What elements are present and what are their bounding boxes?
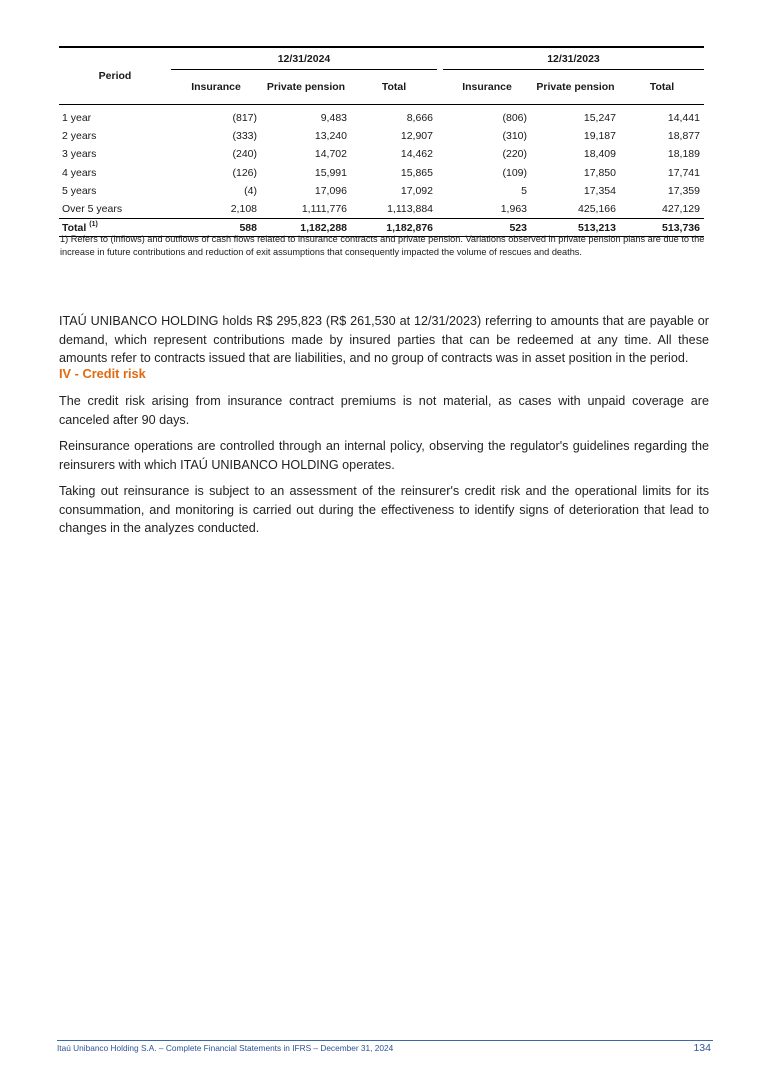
cell: 19,187: [583, 130, 616, 143]
footer-text: Itaú Unibanco Holding S.A. – Complete Financial Statements in IFRS – December 31, 2024: [57, 1043, 394, 1053]
cell: 1,111,776: [301, 203, 347, 216]
cell: 425,166: [578, 203, 616, 216]
cell: 14,702: [314, 148, 347, 161]
total-cell: 1,182,288: [261, 219, 351, 237]
row-label: 3 years: [62, 148, 97, 161]
cell: 15,247: [583, 112, 616, 125]
cell: 18,877: [667, 130, 700, 143]
row-label: 4 years: [62, 166, 97, 179]
cell: 18,409: [583, 148, 616, 161]
cell: 18,189: [667, 148, 700, 161]
cell: 12,907: [400, 130, 433, 143]
total-cell: 523: [443, 219, 531, 237]
col-header-insurance-2024: Insurance: [191, 81, 241, 93]
cell: 15,865: [400, 166, 433, 179]
cell: 17,096: [314, 184, 347, 197]
cell: (310): [502, 130, 527, 143]
cell: (126): [232, 166, 257, 179]
cell: (817): [232, 112, 257, 125]
cell: 14,441: [667, 112, 700, 125]
col-header-total-2024: Total: [381, 81, 407, 93]
col-header-pension-2023: Private pension: [536, 81, 615, 93]
page-number: 134: [693, 1042, 711, 1054]
paragraph-reinsurance-policy: Reinsurance operations are controlled through an internal policy, observing the regulator's guidelines regarding the reinsurers with which ITAÚ UNIBANCO HOLDING operates.: [59, 439, 709, 472]
col-header-pension-2024: Private pension: [266, 81, 346, 93]
cell: 15,991: [314, 166, 347, 179]
total-cell: 513,213: [531, 219, 620, 237]
row-label: 1 year: [62, 112, 92, 125]
cell: 427,129: [662, 203, 700, 216]
table-footnote: 1) Refers to (inflows) and outflows of cash flows related to insurance contracts and private pension. Variations observed in private pension plans are due to the increase in future contributions and reduction of exit assumptions that consequently impacted the volume of rescues and deaths.: [60, 234, 705, 257]
table-row: [59, 182, 704, 200]
cell: 17,850: [583, 166, 616, 179]
paragraph-reinsurance-assessment: Taking out reinsurance is subject to an assessment of the reinsurer's credit risk and the operational limits for its consummation, and monitoring is carried out during the effectiveness to identify signs of deterioration that lead to changes in the analyzes conducted.: [59, 484, 709, 535]
cell: (220): [502, 148, 527, 161]
total-cell: 513,736: [620, 219, 704, 237]
cell: 2,108: [230, 203, 257, 216]
cell: 1,963: [500, 203, 527, 216]
cell: 17,092: [400, 184, 433, 197]
group-header-2023: 12/31/2023: [443, 48, 704, 70]
cell: 13,240: [314, 130, 347, 143]
period-header: Period: [98, 70, 132, 82]
paragraph-credit-risk: The credit risk arising from insurance contract premiums is not material, as cases with unpaid coverage are canceled after 90 days.: [59, 394, 709, 427]
footnote-marker: (1): [89, 220, 98, 228]
table-row: [59, 164, 704, 182]
cell: 5: [521, 184, 527, 197]
cell: 8,666: [406, 112, 433, 125]
row-label: Over 5 years: [62, 203, 123, 216]
row-label: 5 years: [62, 184, 97, 197]
cell: (806): [502, 112, 527, 125]
cell: 9,483: [320, 112, 347, 125]
table-row: [59, 145, 704, 163]
maturity-table: [59, 46, 704, 237]
table-row: [59, 200, 704, 219]
cell: (109): [502, 166, 527, 179]
table-row: [59, 127, 704, 145]
cell: (333): [232, 130, 257, 143]
cell: 1,113,884: [387, 203, 433, 216]
section-title-credit-risk: IV - Credit risk: [59, 366, 146, 381]
cell: (240): [232, 148, 257, 161]
cell: (4): [244, 184, 257, 197]
total-cell: 1,182,876: [351, 219, 437, 237]
cell: 14,462: [400, 148, 433, 161]
col-header-total-2023: Total: [649, 81, 675, 93]
group-header-2024: 12/31/2024: [171, 48, 437, 70]
table-row: [59, 109, 704, 127]
footer-divider: [57, 1040, 713, 1041]
paragraph-redeemable-amounts: ITAÚ UNIBANCO HOLDING holds R$ 295,823 (R$ 261,530 at 12/31/2023) referring to amounts that are payable or demand, which represent contributions made by insured parties that can be redeemed at any time. All these amounts refer to contracts issued that are liabilities, and no group of contracts was in asset position in the period.: [59, 314, 709, 365]
cell: 17,359: [667, 184, 700, 197]
total-cell: 588: [171, 219, 261, 237]
cell: 17,741: [667, 166, 700, 179]
col-header-insurance-2023: Insurance: [462, 81, 512, 93]
cell: 17,354: [583, 184, 616, 197]
total-label: Total $^{(1)}$: [59, 219, 171, 237]
row-label: 2 years: [62, 130, 97, 143]
